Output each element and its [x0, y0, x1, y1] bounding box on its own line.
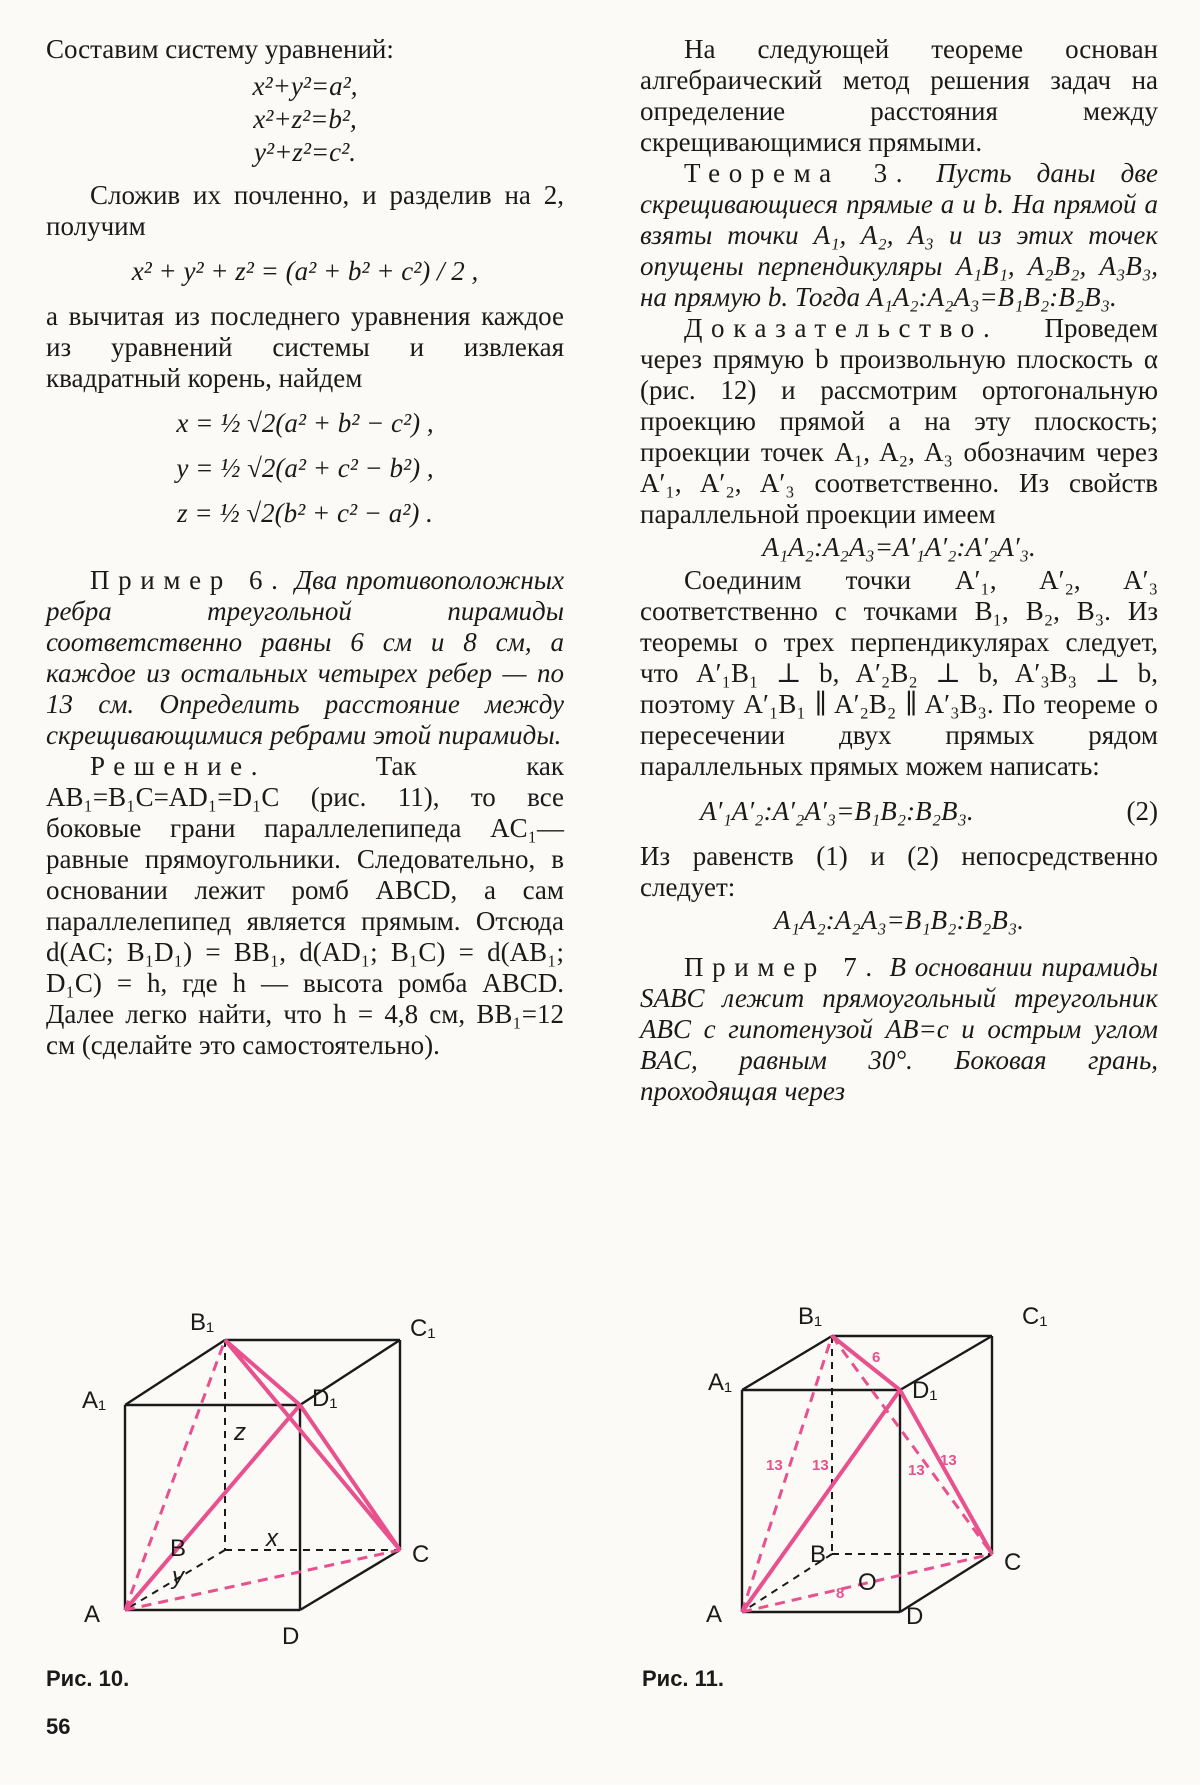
- example-7-label: Пример 7.: [684, 952, 881, 982]
- fig10-label-A: A: [84, 1601, 101, 1628]
- fig10-label-B: B: [170, 1535, 187, 1562]
- paragraph-connect: Соединим точки A′₁, A′₂, A′₃ соответственно с точками B₁, B₂, B₃. Из теоремы о трех перпендикулярах следует, что A′₁B₁ ⊥ b, A′₂B₂ ⊥ b, A′₃B₃ ⊥ b, поэтому A′₁B₁ ∥ A′₂B₂ ∥ A′₃B₃. По теореме о пересечении двух прямых рядом параллельных прямых можем написать:: [640, 565, 1158, 781]
- figure-10-caption: Рис. 10.: [46, 1666, 130, 1691]
- equation-z: z = ½ √2(b² + c² − a²) .: [177, 498, 433, 528]
- fig11-label-D: D: [906, 1603, 924, 1630]
- theorem-3: [640, 158, 1158, 313]
- fig11-label-B: B: [810, 1541, 827, 1568]
- paragraph-theorem-intro: На следующей теореме основан алгебраический метод решения задач на определение расстояния между скрещивающимися прямыми.: [640, 34, 1158, 157]
- paragraph-conclusion: Из равенств (1) и (2) непосредственно следует:: [640, 841, 1158, 902]
- equation-y: y = ½ √2(a² + c² − b²) ,: [176, 453, 434, 483]
- example-6-text: Два противоположных ребра треугольной пирамиды соответственно равны 6 см и 8 см, а каждое из остальных четырех ребер — по 13 см. Определить расстояние между скрещивающимися ребрами этой пирамиды.: [46, 565, 564, 750]
- example-6-label: Пример 6.: [90, 565, 287, 595]
- system-intro: Составим систему уравнений:: [46, 34, 394, 64]
- system-eq-2: x²+z²=b²,: [253, 104, 357, 134]
- fig11-edge-13-b: 13: [812, 1457, 829, 1474]
- fig11-label-D1: D₁: [912, 1377, 938, 1404]
- fig11-edge-13-c: 13: [908, 1462, 925, 1479]
- fig11-edge-13-a: 13: [766, 1457, 783, 1474]
- fig10-label-B1: B₁: [190, 1309, 215, 1336]
- fig11-edge-8: 8: [836, 1585, 845, 1602]
- solution-label: Решение.: [90, 751, 267, 781]
- figure-10-diagram: [70, 1300, 470, 1650]
- fig11-label-C: C: [1004, 1549, 1022, 1576]
- system-eq-3: y²+z²=c².: [254, 137, 356, 167]
- fig11-edge-6: 6: [872, 1349, 881, 1366]
- fig10-label-D1: D₁: [312, 1385, 338, 1412]
- proof: [640, 313, 1158, 530]
- right-column: [640, 34, 1158, 1107]
- fig11-label-A: A: [706, 1601, 723, 1628]
- equation-2-number: (2): [1126, 796, 1158, 826]
- proof-label: Доказательство.: [684, 313, 999, 343]
- fig10-label-C: C: [412, 1541, 430, 1568]
- fig10-label-C1: C₁: [410, 1315, 436, 1342]
- solution-text: Так как AB₁=B₁C=AD₁=D₁C (рис. 11), то все боковые грани параллелепипеда AC₁— равные прямоугольники. Следовательно, в основании лежит ромб ABCD, а сам параллелепипед является прямым. Отсюда d(AC; B₁D₁) = BB₁, d(AD₁; B₁C) = d(AB₁; D₁C) = h, где h — высота ромба ABCD. Далее легко найти, что h = 4,8 см, BB₁=12 см (сделайте это самостоятельно).: [46, 751, 564, 1060]
- fig11-edge-13-d: 13: [940, 1452, 957, 1469]
- equation-2: A′₁A′₂:A′₂A′₃=B₁B₂:B₂B₃.: [700, 796, 974, 826]
- equation-system: [46, 71, 564, 168]
- fig11-label-A1: A₁: [708, 1369, 733, 1396]
- equation-1: A₁A₂:A₂A₃=A′₁A′₂:A′₂A′₃.: [762, 532, 1036, 562]
- theorem-text: Пусть даны две скрещивающиеся прямые a и b. На прямой a взяты точки A₁, A₂, A₃ и из этих точек опущены перпендикуляры A₁B₁, A₂B₂, A₃B₃, на прямую b. Тогда A₁A₂:A₂A₃=B₁B₂:B₂B₃.: [640, 158, 1159, 312]
- fig11-label-O: O: [858, 1569, 877, 1596]
- figure-11-diagram: [700, 1300, 1100, 1630]
- fig10-label-x: x: [266, 1525, 278, 1552]
- example-7: [640, 952, 1158, 1107]
- equation-sum: x² + y² + z² = (a² + b² + c²) / 2 ,: [131, 256, 479, 286]
- equation-2-row: [640, 796, 1158, 827]
- fig10-label-D: D: [282, 1623, 300, 1650]
- left-column: [46, 34, 564, 1061]
- theorem-label: Теорема 3.: [684, 158, 912, 188]
- fig10-label-A1: A₁: [82, 1387, 107, 1414]
- fig11-label-B1: B₁: [798, 1303, 823, 1330]
- figure-11: [700, 1300, 1100, 1635]
- page-number: 56: [46, 1714, 71, 1739]
- fig11-label-C1: C₁: [1022, 1303, 1048, 1330]
- paragraph-subtract: а вычитая из последнего уравнения каждое из уравнений системы и извлекая квадратный корень, найдем: [46, 301, 564, 393]
- system-eq-1: x²+y²=a²,: [252, 71, 358, 101]
- fig10-label-z: z: [234, 1419, 246, 1446]
- equation-3: A₁A₂:A₂A₃=B₁B₂:B₂B₃.: [774, 905, 1024, 935]
- figure-11-caption: Рис. 11.: [642, 1666, 725, 1691]
- paragraph-sum: Сложив их почленно, и разделив на 2, получим: [46, 180, 564, 241]
- proof-text: Проведем через прямую b произвольную плоскость α (рис. 12) и рассмотрим ортогональную проекцию прямой a на эту плоскость; проекции точек A₁, A₂, A₃ обозначим через A′₁, A′₂, A′₃ соответственно. Из свойств параллельной проекции имеем: [640, 313, 1158, 529]
- equation-x: x = ½ √2(a² + b² − c²) ,: [176, 408, 434, 438]
- example-6: [46, 565, 564, 751]
- example-7-text: В основании пирамиды SABC лежит прямоугольный треугольник ABC с гипотенузой AB=c и острым углом BAC, равным 30°. Боковая грань, проходящая через: [640, 952, 1158, 1106]
- figure-10: [70, 1300, 470, 1650]
- solution: [46, 751, 564, 1061]
- fig10-label-y: y: [172, 1563, 184, 1590]
